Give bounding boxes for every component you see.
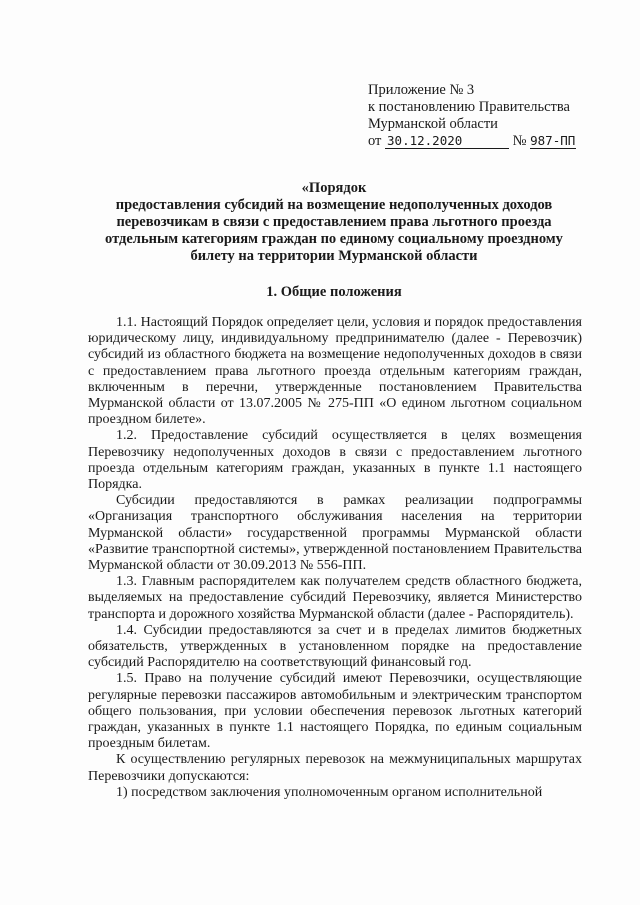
document-body [88, 315, 582, 801]
appendix-number: Приложение № 3 [368, 82, 475, 98]
paragraph: 1.3. Главным распорядителем как получателем средств областного бюджета, выделяемых на предоставление субсидий Перевозчику, является Министерство транспорта и дорожного хозяйства Мурманской области (далее - Распорядитель). [88, 574, 582, 622]
section-heading: 1. Общие положения [266, 284, 402, 300]
appendix-date-row [368, 133, 628, 150]
title-line-2: предоставления субсидий на возмещение недополученных доходов [115, 197, 553, 213]
title-line-4: отдельным категориям граждан по единому социальному проездному [105, 231, 563, 247]
title-line-5: билету на территории Мурманской области [190, 248, 478, 264]
decree-number: 987-ПП [530, 133, 576, 148]
date-prefix: от [368, 133, 382, 149]
paragraph: 1) посредством заключения уполномоченным органом исполнительной [116, 784, 543, 800]
title-line-1: «Порядок [301, 180, 367, 196]
paragraph: 1.2. Предоставление субсидий осуществляется в целях возмещения Перевозчику недополученных доходов в связи с предоставлением льготного проезда отдельным категориям граждан, указанных в пункте 1.1 настоящего Порядка. [88, 428, 582, 493]
paragraph: 1.5. Право на получение субсидий имеют Перевозчики, осуществляющие регулярные перевозки пассажиров автомобильным и электрическим транспортом общего пользования, при условии обеспечения перевозок льготных категорий граждан, указанных в пункте 1.1 настоящего Порядка, по единым социальным проездным билетам. [88, 671, 582, 752]
number-prefix: № [512, 133, 527, 149]
paragraph: 1.1. Настоящий Порядок определяет цели, условия и порядок предоставления юридическому лицу, индивидуальному предпринимателю (далее - Перевозчик) субсидий из областного бюджета на возмещение недополученных доходов в связи с предоставлением права льготного проезда отдельным категориям граждан, включенным в перечни, утвержденные постановлением Правительства Мурманской области от 13.07.2005 № 275-ПП «О едином льготном социальном проездном билете». [88, 315, 582, 428]
appendix-region-line: Мурманской области [368, 116, 498, 132]
paragraph: 1.4. Субсидии предоставляются за счет и в пределах лимитов бюджетных обязательств, утвержденных в установленном порядке на предоставление субсидий Распорядителю на соответствующий финансовый год. [88, 622, 582, 671]
decree-date: 30.12.2020 [385, 134, 509, 149]
paragraph: К осуществлению регулярных перевозок на межмуниципальных маршрутах Перевозчики допускаются: [88, 752, 582, 784]
appendix-block [368, 82, 628, 150]
appendix-decree-line: к постановлению Правительства [368, 99, 570, 115]
title-line-3: перевозчикам в связи с предоставлением права льготного проезда [116, 214, 552, 230]
paragraph: Субсидии предоставляются в рамках реализации подпрограммы «Организация транспортного обслуживания населения на территории Мурманской области» государственной программы Мурманской области «Развитие транспортной системы», утвержденной постановлением Правительства Мурманской области от 30.09.2013 № 556-ПП. [88, 493, 582, 574]
document-title [80, 180, 588, 265]
